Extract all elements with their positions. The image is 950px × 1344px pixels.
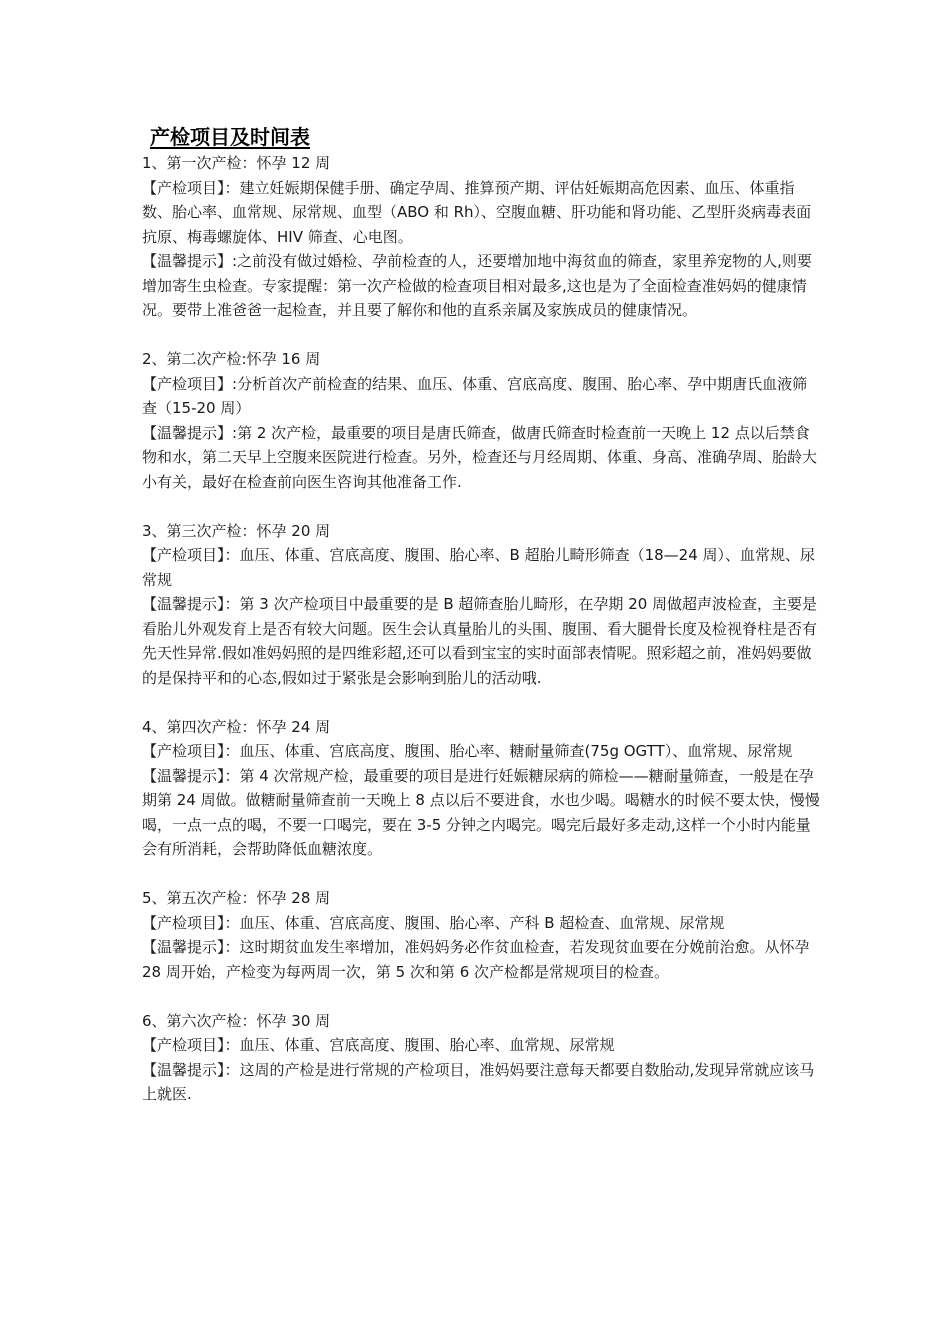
tip-label: 【温馨提示】 [142,252,233,270]
section-heading: 1、第一次产检：怀孕 12 周 [142,154,331,172]
tip-paragraph [142,935,822,984]
exam-items-paragraph [142,543,822,592]
section-heading: 5、第五次产检：怀孕 28 周 [142,889,331,907]
tip-label: 【温馨提示】 [142,423,233,442]
exam-items-label: 【产检项目】 [142,546,225,564]
tip-label: 【温馨提示】 [142,766,225,785]
section-visit-3 [142,519,822,691]
exam-items-text: ：血压、体重、宫底高度、腹围、胎心率、血常规、尿常规 [224,1036,615,1054]
exam-items-paragraph [142,739,822,764]
tip-paragraph [142,249,822,323]
section-heading: 6、第六次产检：怀孕 30 周 [142,1011,331,1030]
exam-items-label: 【产检项目】 [142,1036,225,1054]
exam-items-label: 【产检项目】 [142,374,233,393]
tip-text: ：第 4 次常规产检，最重要的项目是进行妊娠糖尿病的筛检——糖耐量筛查，一般是在孕期第 24 周做。做糖耐量筛查前一天晚上 8 点以后不要进食，水也少喝。喝糖水的时候不要太快，慢慢喝，一点一点的喝，不要一口喝完，要在 3-5 分钟之内喝完。喝完后最好多走动,这样一个小时内能量会有所消耗，会帮助降低血糖浓度。 [142,766,820,858]
exam-items-paragraph [142,1033,822,1058]
section-heading: 2、第二次产检:怀孕 16 周 [142,350,321,368]
tip-text: :之前没有做过婚检、孕前检查的人，还要增加地中海贫血的筛查，家里养宠物的人,则要增加寄生虫检查。专家提醒：第一次产检做的检查项目相对最多,这也是为了全面检查准妈妈的健康情况。要带上准爸爸一起检查，并且要了解你和他的直系亲属及家族成员的健康情况。 [142,252,812,319]
exam-items-text: ：建立妊娠期保健手册、确定孕周、推算预产期、评估妊娠期高危因素、血压、体重指数、胎心率、血常规、尿常规、血型（ABO 和 Rh）、空腹血糖、肝功能和肾功能、乙型肝炎病毒表面抗原、梅毒螺旋体、HIV 筛查、心电图。 [142,178,812,246]
page-title: 产检项目及时间表 [150,125,310,149]
tip-text: ：这时期贫血发生率增加，准妈妈务必作贫血检查，若发现贫血要在分娩前治愈。从怀孕 28 周开始，产检变为每两周一次，第 5 次和第 6 次产检都是常规项目的检查。 [142,938,810,981]
tip-label: 【温馨提示】 [142,938,225,956]
section-visit-6 [142,1009,822,1107]
tip-text: ：第 3 次产检项目中最重要的是 B 超筛查胎儿畸形，在孕期 20 周做超声波检查，主要是看胎儿外观发育上是否有较大问题。医生会认真量胎儿的头围、腹围、看大腿骨长度及检视脊柱是否有先天性异常.假如准妈妈照的是四维彩超,还可以看到宝宝的实时面部表情呢。照彩超之前，准妈妈要做的是保持平和的心态,假如过于紧张是会影响到胎儿的活动哦. [142,595,818,687]
exam-items-text: ：血压、体重、宫底高度、腹围、胎心率、糖耐量筛查(75g OGTT）、血常规、尿常规 [224,742,793,760]
exam-items-text: :分析首次产前检查的结果、血压、体重、宫底高度、腹围、胎心率、孕中期唐氏血液筛查（15-20 周） [142,374,808,417]
exam-items-text: ：血压、体重、宫底高度、腹围、胎心率、产科 B 超检查、血常规、尿常规 [224,913,725,932]
exam-items-paragraph [142,911,822,936]
exam-items-text: ：血压、体重、宫底高度、腹围、胎心率、B 超胎儿畸形筛查（18—24 周）、血常规、尿常规 [142,546,816,589]
tip-label: 【温馨提示】 [142,595,225,613]
exam-items-paragraph [142,372,822,421]
exam-items-label: 【产检项目】 [142,913,225,932]
document-body [142,151,822,1131]
exam-items-label: 【产检项目】 [142,742,225,760]
section-visit-4 [142,715,822,862]
exam-items-paragraph [142,176,822,250]
tip-paragraph [142,421,822,495]
section-visit-5 [142,886,822,984]
tip-text: :第 2 次产检，最重要的项目是唐氏筛查，做唐氏筛查时检查前一天晚上 12 点以后禁食物和水，第二天早上空腹来医院进行检查。另外，检查还与月经周期、体重、身高、准确孕周、胎龄大小有关，最好在检查前向医生咨询其他准备工作. [142,423,818,491]
tip-label: 【温馨提示】 [142,1060,225,1079]
section-visit-2 [142,347,822,494]
section-heading: 3、第三次产检：怀孕 20 周 [142,521,331,540]
section-heading: 4、第四次产检：怀孕 24 周 [142,717,331,736]
tip-paragraph [142,1058,822,1107]
exam-items-label: 【产检项目】 [142,178,225,197]
section-visit-1 [142,151,822,323]
tip-paragraph [142,592,822,690]
tip-text: ：这周的产检是进行常规的产检项目，准妈妈要注意每天都要自数胎动,发现异常就应该马上就医. [142,1060,815,1103]
tip-paragraph [142,764,822,862]
